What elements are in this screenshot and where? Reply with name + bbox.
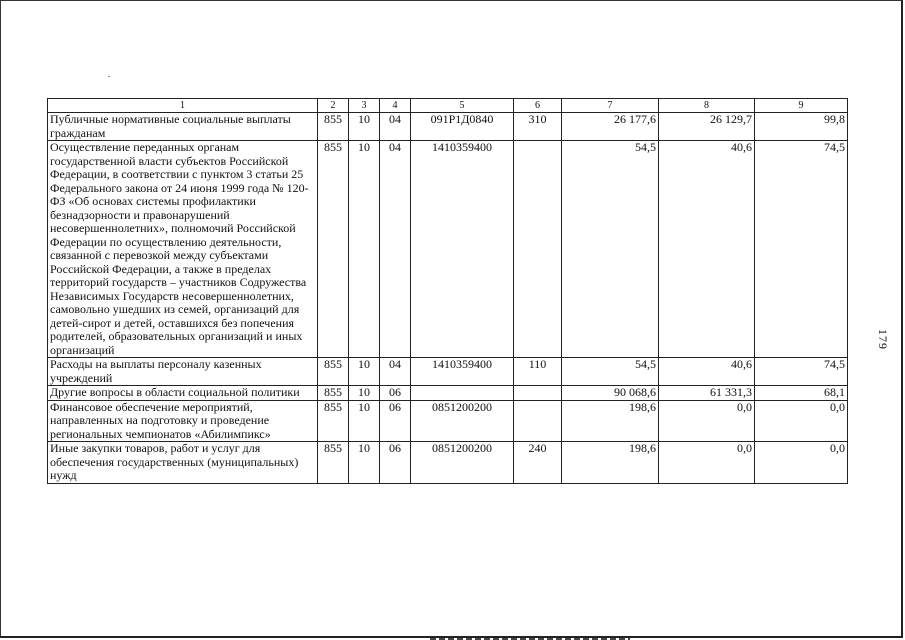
row-value-8: 0,0 bbox=[659, 442, 755, 484]
row-ministry-code: 855 bbox=[318, 386, 349, 401]
row-expense-type bbox=[514, 400, 562, 442]
row-ministry-code: 855 bbox=[318, 442, 349, 484]
row-target-code bbox=[411, 386, 514, 401]
row-subsection-code: 06 bbox=[380, 400, 411, 442]
row-section-code: 10 bbox=[349, 400, 380, 442]
page-number: 179 bbox=[876, 329, 890, 350]
header-col-3: 3 bbox=[349, 99, 380, 113]
header-col-9: 9 bbox=[755, 99, 848, 113]
row-subsection-code: 04 bbox=[380, 141, 411, 358]
row-expense-type: 110 bbox=[514, 358, 562, 386]
row-value-9: 0,0 bbox=[755, 442, 848, 484]
row-target-code: 091Р1Д0840 bbox=[411, 113, 514, 141]
row-name: Иные закупки товаров, работ и услуг для обеспечения государственных (муниципальных) нужд bbox=[48, 442, 318, 484]
row-value-7: 54,5 bbox=[562, 358, 659, 386]
header-col-1: 1 bbox=[48, 99, 318, 113]
row-value-7: 198,6 bbox=[562, 400, 659, 442]
row-target-code: 0851200200 bbox=[411, 400, 514, 442]
header-col-8: 8 bbox=[659, 99, 755, 113]
row-value-7: 198,6 bbox=[562, 442, 659, 484]
row-name: Другие вопросы в области социальной политики bbox=[48, 386, 318, 401]
table-row bbox=[48, 442, 848, 484]
table-row bbox=[48, 386, 848, 401]
row-name: Осуществление переданных органам государственной власти субъектов Российской Федерации, в соответствии с пунктом 3 статьи 25 Федерального закона от 24 июня 1999 года № 120-ФЗ «Об основах системы профилактики безнадзорности и правонарушений несовершеннолетних», полномочий Российской Федерации по осуществлению деятельности, связанной с перевозкой между субъектами Российской Федерации, а также в пределах территорий государств – участников Содружества Независимых Государств несовершеннолетних, самовольно ушедших из семей, организаций для детей-сирот и детей, оставшихся без попечения родителей, образовательных организаций и иных организаций bbox=[48, 141, 318, 358]
table-row bbox=[48, 141, 848, 358]
row-expense-type: 240 bbox=[514, 442, 562, 484]
row-section-code: 10 bbox=[349, 141, 380, 358]
header-col-6: 6 bbox=[514, 99, 562, 113]
row-expense-type: 310 bbox=[514, 113, 562, 141]
header-row bbox=[48, 99, 848, 113]
row-value-9: 74,5 bbox=[755, 141, 848, 358]
header-col-5: 5 bbox=[411, 99, 514, 113]
row-subsection-code: 06 bbox=[380, 442, 411, 484]
row-ministry-code: 855 bbox=[318, 400, 349, 442]
scan-speck bbox=[108, 76, 110, 77]
row-value-9: 0,0 bbox=[755, 400, 848, 442]
row-expense-type bbox=[514, 386, 562, 401]
table-row bbox=[48, 400, 848, 442]
row-ministry-code: 855 bbox=[318, 113, 349, 141]
row-target-code: 0851200200 bbox=[411, 442, 514, 484]
row-name: Расходы на выплаты персоналу казенных учреждений bbox=[48, 358, 318, 386]
row-value-8: 40,6 bbox=[659, 358, 755, 386]
row-subsection-code: 04 bbox=[380, 113, 411, 141]
row-value-8: 26 129,7 bbox=[659, 113, 755, 141]
row-expense-type bbox=[514, 141, 562, 358]
row-name: Финансовое обеспечение мероприятий, направленных на подготовку и проведение региональных чемпионатов «Абилимпикс» bbox=[48, 400, 318, 442]
row-value-7: 26 177,6 bbox=[562, 113, 659, 141]
row-value-7: 90 068,6 bbox=[562, 386, 659, 401]
header-col-7: 7 bbox=[562, 99, 659, 113]
table-row bbox=[48, 358, 848, 386]
header-col-2: 2 bbox=[318, 99, 349, 113]
row-value-8: 0,0 bbox=[659, 400, 755, 442]
row-subsection-code: 04 bbox=[380, 358, 411, 386]
row-value-7: 54,5 bbox=[562, 141, 659, 358]
row-target-code: 1410359400 bbox=[411, 358, 514, 386]
row-value-8: 61 331,3 bbox=[659, 386, 755, 401]
row-value-9: 74,5 bbox=[755, 358, 848, 386]
row-section-code: 10 bbox=[349, 442, 380, 484]
row-value-8: 40,6 bbox=[659, 141, 755, 358]
table-row bbox=[48, 113, 848, 141]
row-section-code: 10 bbox=[349, 358, 380, 386]
row-target-code: 1410359400 bbox=[411, 141, 514, 358]
row-name: Публичные нормативные социальные выплаты гражданам bbox=[48, 113, 318, 141]
row-value-9: 99,8 bbox=[755, 113, 848, 141]
row-section-code: 10 bbox=[349, 386, 380, 401]
row-value-9: 68,1 bbox=[755, 386, 848, 401]
row-ministry-code: 855 bbox=[318, 141, 349, 358]
row-ministry-code: 855 bbox=[318, 358, 349, 386]
header-col-4: 4 bbox=[380, 99, 411, 113]
budget-table bbox=[47, 98, 848, 484]
row-subsection-code: 06 bbox=[380, 386, 411, 401]
row-section-code: 10 bbox=[349, 113, 380, 141]
